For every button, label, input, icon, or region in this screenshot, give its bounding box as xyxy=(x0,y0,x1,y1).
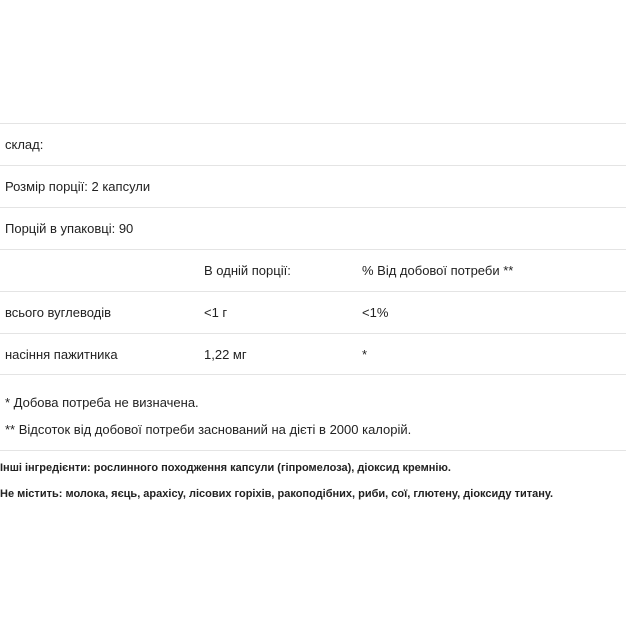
supplement-facts-table xyxy=(0,123,626,375)
nutrient-name: насіння пажитника xyxy=(5,346,118,362)
column-header-row xyxy=(0,249,626,291)
nutrient-amount: 1,22 мг xyxy=(204,346,247,362)
allergen-free-statement: Не містить: молока, яєць, арахісу, лісових горіхів, ракоподібних, риби, сої, глютену, діоксиду титану. xyxy=(0,488,554,500)
serving-size: Розмір порції: 2 капсули xyxy=(5,179,151,194)
footnotes xyxy=(5,389,411,443)
facts-heading-row xyxy=(0,123,626,165)
nutrient-name: всього вуглеводів xyxy=(5,305,112,320)
table-row xyxy=(0,291,626,333)
column-header-daily-value: % Від добової потреби ** xyxy=(362,263,514,278)
servings-per-container: Порцій в упаковці: 90 xyxy=(5,221,134,236)
serving-size-row xyxy=(0,165,626,207)
footnote-daily-not-established: * Добова потреба не визначена. xyxy=(5,395,199,410)
nutrient-amount: <1 г xyxy=(204,305,228,320)
nutrient-daily-value: <1% xyxy=(362,305,389,320)
nutrient-daily-value: * xyxy=(362,346,368,362)
facts-heading: склад: xyxy=(5,137,44,152)
other-ingredients: Інші інгредієнти: рослинного походження капсули (гіпромелоза), діоксид кремнію. xyxy=(0,462,451,474)
divider xyxy=(0,450,626,451)
column-header-per-serving: В одній порції: xyxy=(204,263,291,278)
footnote-daily-basis: ** Відсоток від добової потреби заснований на дієті в 2000 калорій. xyxy=(5,422,412,437)
table-row xyxy=(0,333,626,375)
servings-per-container-row xyxy=(0,207,626,249)
